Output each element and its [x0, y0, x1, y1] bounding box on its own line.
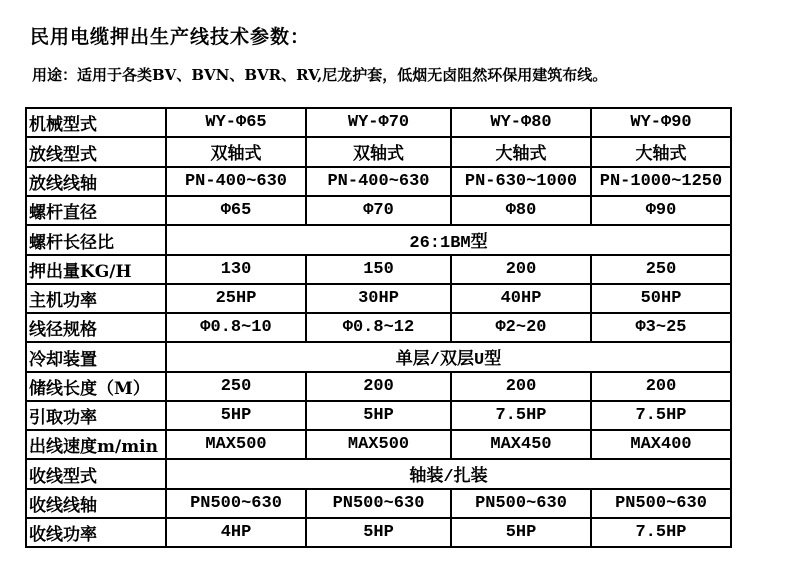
- spec-value: WY-Φ90: [591, 108, 731, 137]
- row-label: 出线速度m/min: [26, 430, 166, 459]
- table-row-takeup-power: [26, 518, 731, 547]
- table-row-wire-diameter-spec: [26, 313, 731, 342]
- spec-value: Φ0.8~12: [306, 313, 451, 342]
- table-row-main-motor-power: [26, 284, 731, 313]
- table-row-capstan-power: [26, 401, 731, 430]
- table-row-accumulator-length: [26, 372, 731, 401]
- spec-value: 5HP: [306, 401, 451, 430]
- table-row-screw-ld-ratio: [26, 225, 731, 255]
- row-label: 机械型式: [26, 108, 166, 137]
- spec-value: MAX500: [306, 430, 451, 459]
- spec-value: 7.5HP: [451, 401, 591, 430]
- spec-value: WY-Φ65: [166, 108, 306, 137]
- spec-value: Φ0.8~10: [166, 313, 306, 342]
- spec-value: Φ80: [451, 196, 591, 225]
- spec-value-span: 26:1BM型: [166, 225, 731, 255]
- table-row-payoff-type: [26, 137, 731, 167]
- row-label: 放线型式: [26, 137, 166, 167]
- spec-value: PN500~630: [166, 489, 306, 518]
- spec-value: 7.5HP: [591, 401, 731, 430]
- spec-value: Φ70: [306, 196, 451, 225]
- spec-value: WY-Φ70: [306, 108, 451, 137]
- row-label: 线径规格: [26, 313, 166, 342]
- spec-value: 200: [591, 372, 731, 401]
- spec-value: Φ65: [166, 196, 306, 225]
- spec-value: 5HP: [306, 518, 451, 547]
- spec-value: 双轴式: [166, 137, 306, 167]
- spec-value: 5HP: [451, 518, 591, 547]
- spec-value-span: 单层/双层U型: [166, 342, 731, 372]
- table-row-cooling-device: [26, 342, 731, 372]
- row-label: 押出量KG/H: [26, 255, 166, 284]
- spec-value: 大轴式: [451, 137, 591, 167]
- row-label: 引取功率: [26, 401, 166, 430]
- spec-value: 大轴式: [591, 137, 731, 167]
- row-label: 储线长度（M）: [26, 372, 166, 401]
- row-label: 主机功率: [26, 284, 166, 313]
- table-row-line-speed: [26, 430, 731, 459]
- spec-value: 250: [166, 372, 306, 401]
- spec-value: WY-Φ80: [451, 108, 591, 137]
- row-label: 收线线轴: [26, 489, 166, 518]
- spec-table: [25, 107, 732, 548]
- spec-value: PN-630~1000: [451, 167, 591, 196]
- spec-value: MAX500: [166, 430, 306, 459]
- spec-value: 130: [166, 255, 306, 284]
- spec-value: 30HP: [306, 284, 451, 313]
- spec-value: 双轴式: [306, 137, 451, 167]
- spec-value: 4HP: [166, 518, 306, 547]
- spec-value: Φ90: [591, 196, 731, 225]
- row-label: 螺杆直径: [26, 196, 166, 225]
- spec-value: PN500~630: [591, 489, 731, 518]
- spec-value: PN-400~630: [306, 167, 451, 196]
- row-label: 螺杆长径比: [26, 225, 166, 255]
- row-label: 放线线轴: [26, 167, 166, 196]
- spec-value: PN500~630: [306, 489, 451, 518]
- page-title: 民用电缆押出生产线技术参数：: [30, 26, 311, 48]
- spec-value: 150: [306, 255, 451, 284]
- row-label: 冷却装置: [26, 342, 166, 372]
- spec-value: 40HP: [451, 284, 591, 313]
- spec-value: MAX450: [451, 430, 591, 459]
- table-row-takeup-reel: [26, 489, 731, 518]
- spec-value: 200: [306, 372, 451, 401]
- spec-value-span: 轴装/扎装: [166, 459, 731, 489]
- table-row-machine-type: [26, 108, 731, 137]
- spec-value: PN500~630: [451, 489, 591, 518]
- table-row-payoff-reel: [26, 167, 731, 196]
- table-row-screw-diameter: [26, 196, 731, 225]
- usage-note: 用途：适用于各类BV、BVN、BVR、RV,尼龙护套，低烟无卤阻然环保用建筑布线。: [32, 66, 608, 84]
- spec-value: Φ3~25: [591, 313, 731, 342]
- spec-value: 5HP: [166, 401, 306, 430]
- table-row-output: [26, 255, 731, 284]
- table-row-takeup-type: [26, 459, 731, 489]
- row-label: 收线型式: [26, 459, 166, 489]
- spec-value: 200: [451, 255, 591, 284]
- spec-value: 25HP: [166, 284, 306, 313]
- spec-value: 250: [591, 255, 731, 284]
- spec-value: Φ2~20: [451, 313, 591, 342]
- row-label: 收线功率: [26, 518, 166, 547]
- spec-value: 7.5HP: [591, 518, 731, 547]
- spec-value: 50HP: [591, 284, 731, 313]
- spec-value: PN-1000~1250: [591, 167, 731, 196]
- spec-value: 200: [451, 372, 591, 401]
- spec-value: MAX400: [591, 430, 731, 459]
- spec-value: PN-400~630: [166, 167, 306, 196]
